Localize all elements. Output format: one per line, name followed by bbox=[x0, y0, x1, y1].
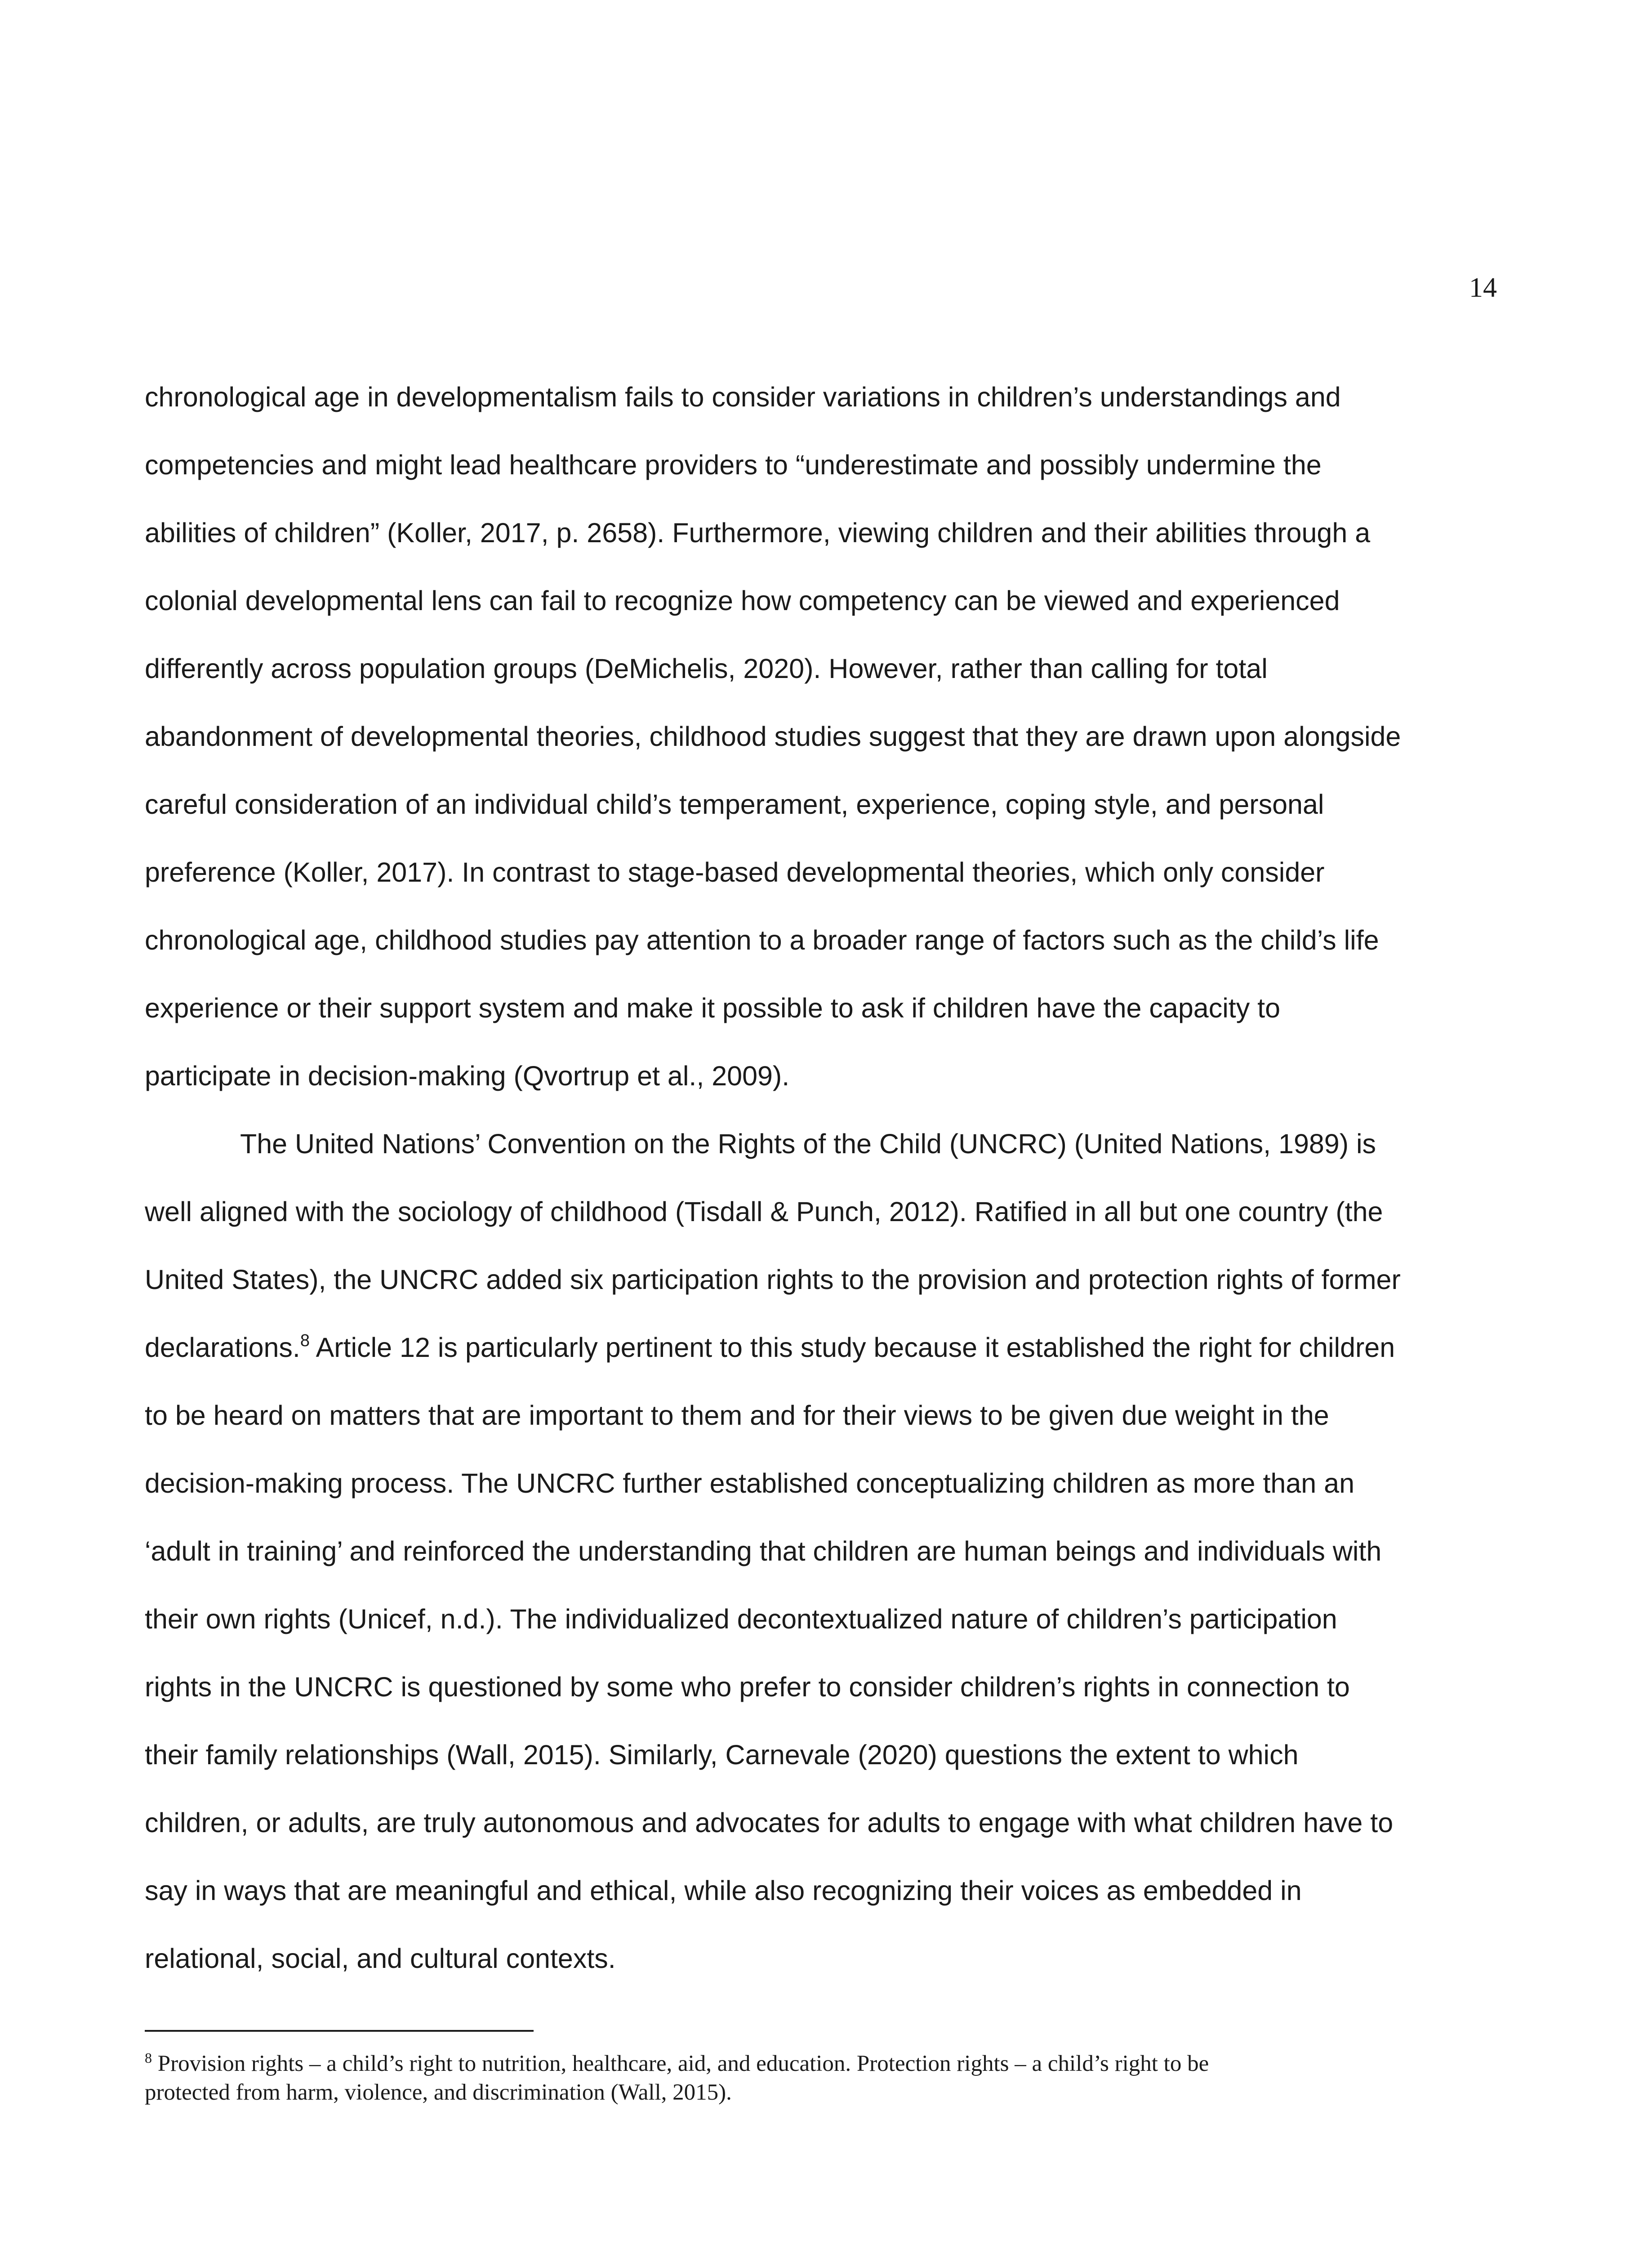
text-line: say in ways that are meaningful and ethical, while also recognizing their voices as embedded in bbox=[145, 1875, 1302, 1906]
page-number: 14 bbox=[1469, 272, 1497, 303]
text-line: United States), the UNCRC added six participation rights to the provision and protection rights of former bbox=[145, 1264, 1401, 1295]
text-line-with-footnote bbox=[145, 1314, 1505, 1382]
text-line: colonial developmental lens can fail to recognize how competency can be viewed and experienced bbox=[145, 585, 1340, 616]
text-line: competencies and might lead healthcare providers to “underestimate and possibly undermine the bbox=[145, 450, 1322, 480]
text-line: chronological age in developmentalism fails to consider variations in children’s understandings and bbox=[145, 382, 1341, 412]
text-line: well aligned with the sociology of childhood (Tisdall & Punch, 2012). Ratified in all but one country (the bbox=[145, 1196, 1383, 1227]
footnote-text: Provision rights – a child’s right to nutrition, healthcare, aid, and education. Protection rights – a child’s right to be bbox=[152, 2051, 1209, 2076]
paragraph-1 bbox=[145, 363, 1505, 1110]
footnote-reference: 8 bbox=[300, 1331, 310, 1350]
text-line: children, or adults, are truly autonomous and advocates for adults to engage with what children have to bbox=[145, 1807, 1394, 1838]
text-segment: Article 12 is particularly pertinent to this study because it established the right for children bbox=[310, 1332, 1395, 1363]
text-line: abilities of children” (Koller, 2017, p. 2658). Furthermore, viewing children and their abilities through a bbox=[145, 517, 1371, 548]
text-line: relational, social, and cultural contexts. bbox=[145, 1943, 616, 1974]
footnote-line: protected from harm, violence, and discrimination (Wall, 2015). bbox=[145, 2080, 732, 2105]
footnote-separator bbox=[145, 2030, 534, 2032]
footnote-line bbox=[145, 2049, 1505, 2078]
text-line: ‘adult in training’ and reinforced the understanding that children are human beings and individuals with bbox=[145, 1536, 1382, 1566]
text-segment: declarations. bbox=[145, 1332, 300, 1363]
text-line: participate in decision-making (Qvortrup et al., 2009). bbox=[145, 1061, 790, 1091]
text-line: their family relationships (Wall, 2015). Similarly, Carnevale (2020) questions the extent to which bbox=[145, 1740, 1299, 1770]
text-line: differently across population groups (DeMichelis, 2020). However, rather than calling for total bbox=[145, 653, 1268, 684]
text-line: to be heard on matters that are important to them and for their views to be given due weight in the bbox=[145, 1400, 1329, 1431]
body-text bbox=[145, 363, 1505, 1993]
text-line: preference (Koller, 2017). In contrast to stage-based developmental theories, which only consider bbox=[145, 857, 1325, 888]
text-line: their own rights (Unicef, n.d.). The individualized decontextualized nature of children’s participation bbox=[145, 1604, 1337, 1634]
text-line: experience or their support system and make it possible to ask if children have the capacity to bbox=[145, 993, 1281, 1023]
text-line: careful consideration of an individual child’s temperament, experience, coping style, and personal bbox=[145, 789, 1324, 820]
footnote bbox=[145, 2049, 1505, 2107]
text-line: chronological age, childhood studies pay attention to a broader range of factors such as the child’s life bbox=[145, 925, 1379, 955]
text-line: abandonment of developmental theories, childhood studies suggest that they are drawn upon alongside bbox=[145, 721, 1401, 752]
text-line: decision-making process. The UNCRC further established conceptualizing children as more than an bbox=[145, 1468, 1354, 1499]
paragraph-2 bbox=[145, 1110, 1505, 1993]
text-line: rights in the UNCRC is questioned by some who prefer to consider children’s rights in connection to bbox=[145, 1672, 1350, 1702]
footnote-marker: 8 bbox=[145, 2050, 152, 2066]
text-line: The United Nations’ Convention on the Rights of the Child (UNCRC) (United Nations, 1989) is bbox=[240, 1128, 1376, 1159]
